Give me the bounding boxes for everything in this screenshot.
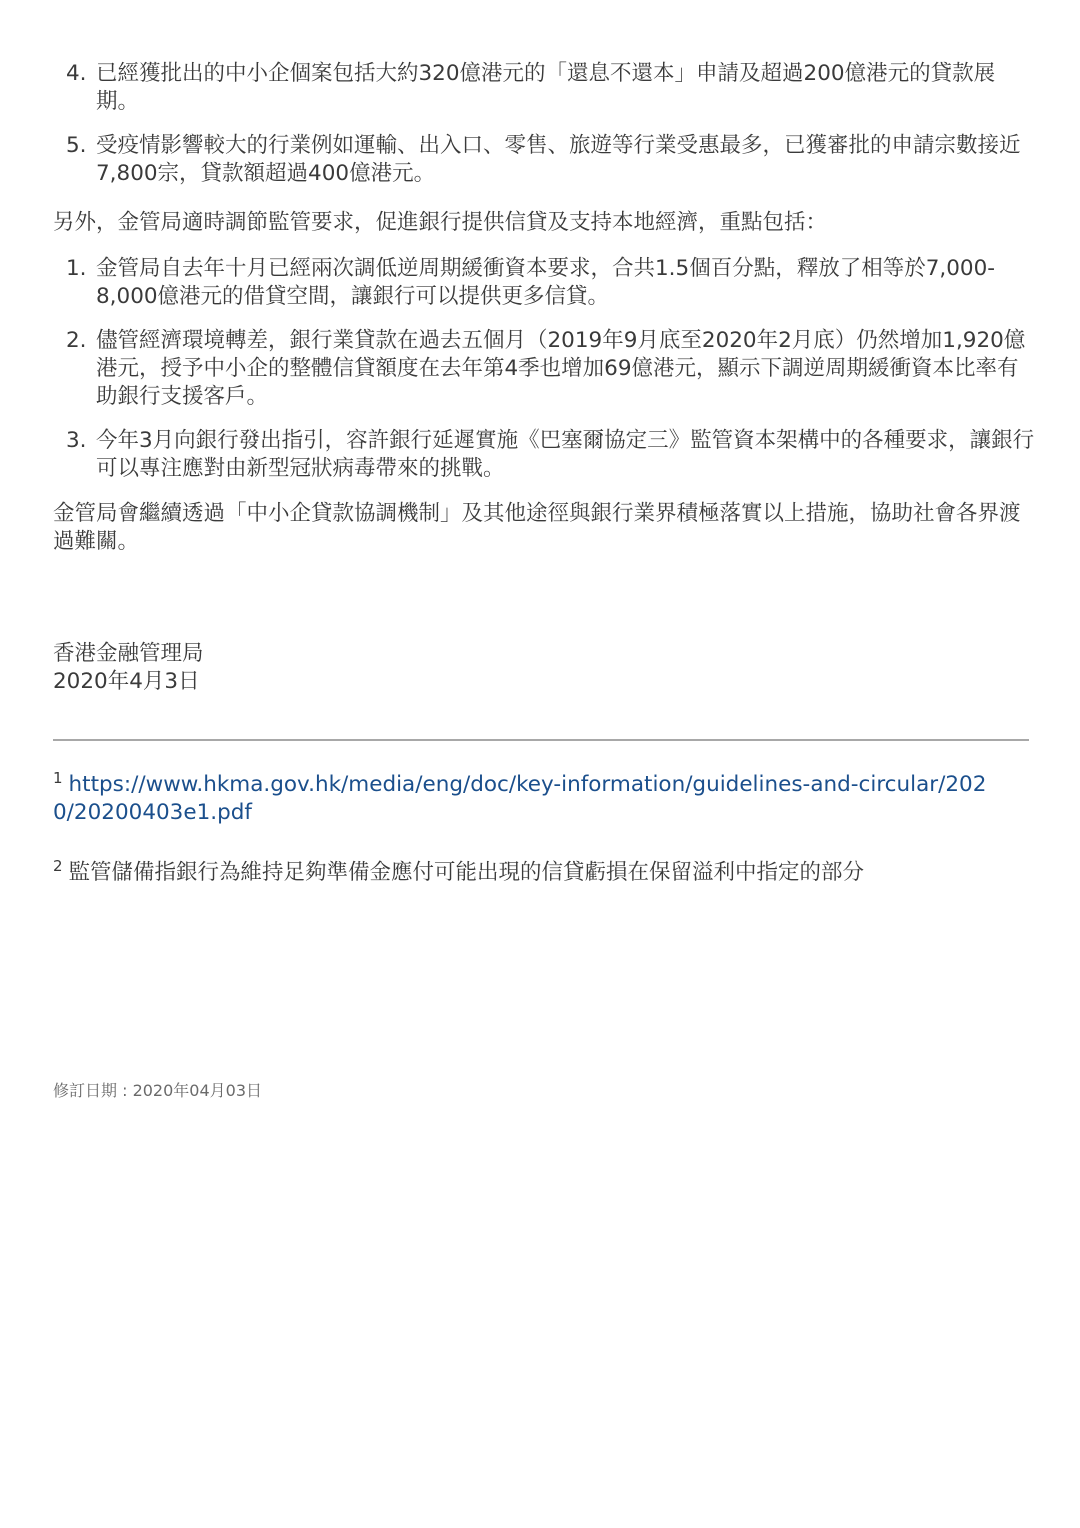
list-item-text: 金管局自去年十月已經兩次調低逆周期緩衝資本要求，合共1.5個百分點，釋放了相等於7,000-8,000億港元的借貸空間，讓銀行可以提供更多信貸。 [96,256,996,309]
list-item [66,327,1036,411]
footnote-text: 監管儲備指銀行為維持足夠準備金應付可能出現的信貸虧損在保留溢利中指定的部分 [68,860,865,885]
list-item [66,132,1036,188]
list-item-text: 儘管經濟環境轉差，銀行業貸款在過去五個月（2019年9月底至2020年2月底）仍然增加1,920億港元，授予中小企的整體信貸額度在去年第4季也增加69億港元，顯示下調逆周期緩衝資本比率有助銀行支援客戶。 [96,328,1026,409]
measures-list-continued [66,60,1036,204]
list-item-number: 1. [66,256,87,281]
footnote-marker: 1 [53,768,63,787]
footnote-2 [53,856,993,887]
signature-block [53,640,204,696]
list-item [66,255,1036,311]
list-item-text: 受疫情影響較大的行業例如運輸、出入口、零售、旅遊等行業受惠最多，已獲審批的申請宗數接近7,800宗，貸款額超過400億港元。 [96,133,1021,186]
signature-date: 2020年4月3日 [53,669,200,694]
list-item [66,427,1036,483]
list-item-number: 5. [66,133,87,158]
list-item-text: 今年3月向銀行發出指引，容許銀行延遲實施《巴塞爾協定三》監管資本架構中的各種要求，讓銀行可以專注應對由新型冠狀病毒帶來的挑戰。 [96,428,1035,481]
signature-org: 香港金融管理局 [53,641,204,666]
closing-paragraph: 金管局會繼續透過「中小企貸款協調機制」及其他途徑與銀行業界積極落實以上措施，協助社會各界渡過難關。 [53,501,1021,554]
list-item [66,60,1036,116]
list-item-text: 已經獲批出的中小企個案包括大約320億港元的「還息不還本」申請及超過200億港元的貸款展期。 [96,61,996,114]
regulatory-measures-list [66,255,1036,499]
intro-paragraph: 另外，金管局適時調節監管要求，促進銀行提供信貸及支持本地經濟，重點包括： [53,210,828,235]
list-item-number: 2. [66,328,87,353]
footnote-1 [53,768,993,827]
footnote-link[interactable]: https://www.hkma.gov.hk/media/eng/doc/key-information/guidelines-and-circular/2020/20200403e1.pdf [53,772,987,825]
footnote-divider [53,739,1029,741]
list-item-number: 4. [66,61,87,86]
revision-date: 修訂日期 : 2020年04月03日 [53,1081,263,1100]
footnote-marker: 2 [53,856,63,875]
list-item-number: 3. [66,428,87,453]
